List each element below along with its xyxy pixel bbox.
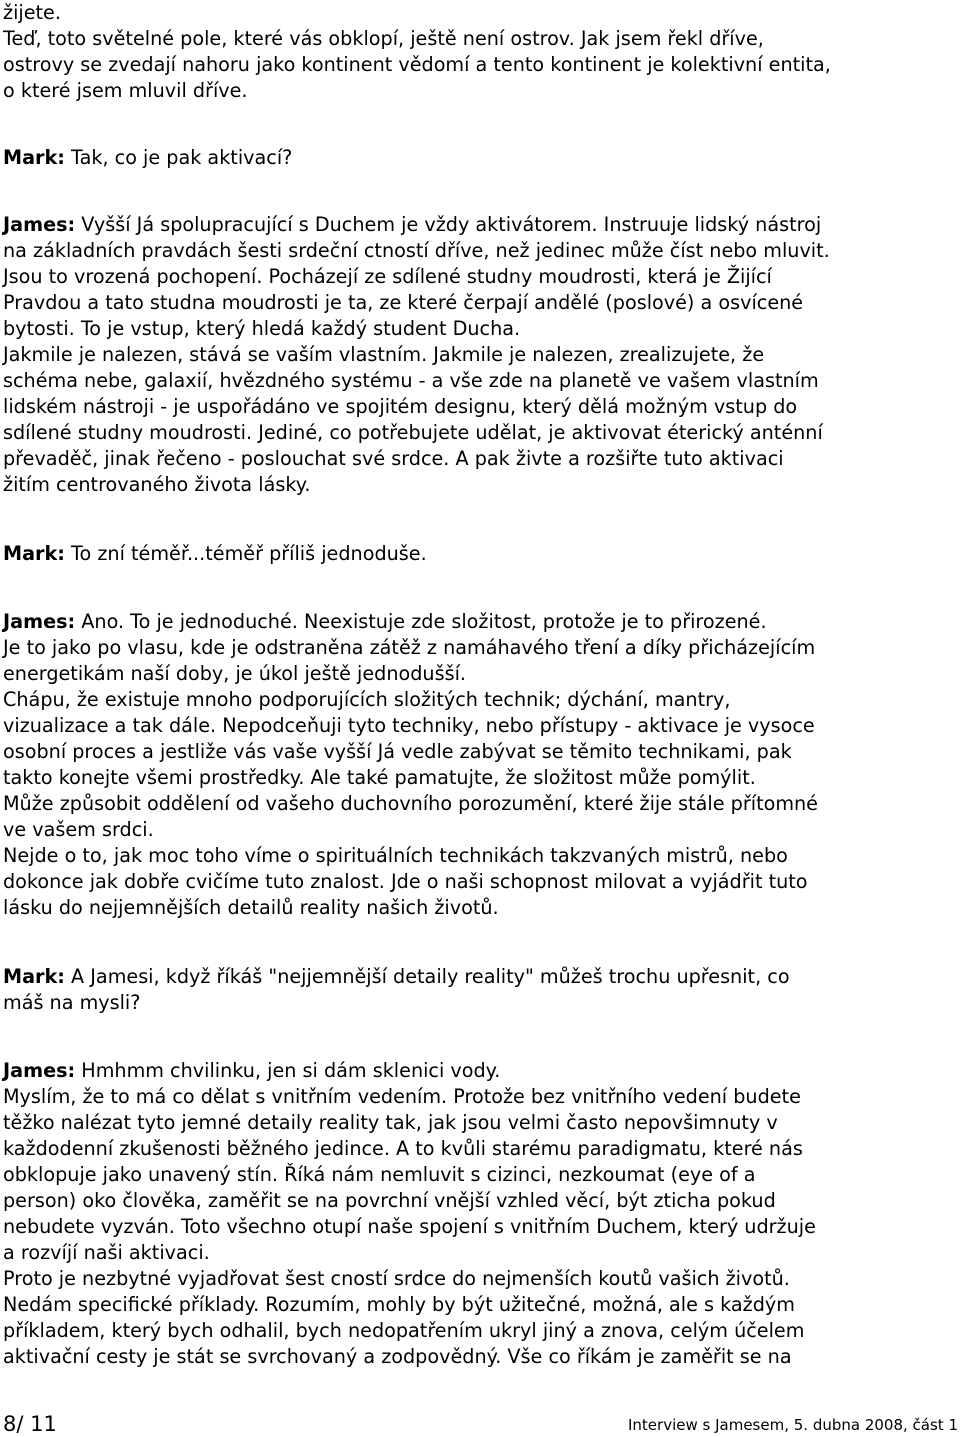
speaker-label: Mark: — [3, 542, 65, 565]
text-line: o které jsem mluvil dříve. — [3, 79, 248, 102]
text-line: každodenní zkušenosti běžného jedince. A to kvůli starému paradigmatu, které nás — [3, 1137, 803, 1160]
text-line: převaděč, jinak řečeno - poslouchat své srdce. A pak živte a rozšiřte tuto aktivaci — [3, 447, 784, 470]
dialogue-line: James: Ano. To je jednoduché. Neexistuje zde složitost, protože je to přirozené. — [3, 610, 767, 633]
text-line: ostrovy se zvedají nahoru jako kontinent vědomí a tento kontinent je kolektivní entita, — [3, 53, 831, 76]
text-line: ve vašem srdci. — [3, 818, 154, 841]
text-line: lidském nástroji - je uspořádáno ve spojitém designu, který dělá možným vstup do — [3, 395, 798, 418]
text-line: příkladem, který bych odhalil, bych nedopatřením ukryl jiný a znova, celým účelem — [3, 1319, 805, 1342]
text-line: Chápu, že existuje mnoho podporujících složitých technik; dýchání, mantry, — [3, 688, 731, 711]
text-line: žitím centrovaného života lásky. — [3, 473, 311, 496]
text-line: Proto je nezbytné vyjadřovat šest cností srdce do nejmenších koutů vašich životů. — [3, 1267, 790, 1290]
dialogue-line: Mark: To zní téměř...téměř příliš jednoduše. — [3, 542, 427, 565]
text-line: Teď, toto světelné pole, které vás obklopí, ještě není ostrov. Jak jsem řekl dříve, — [3, 27, 764, 50]
dialogue-line: Mark: Tak, co je pak aktivací? — [3, 146, 293, 169]
text-line: aktivační cesty je stát se svrchovaný a zodpovědný. Vše co říkám je zaměřit se na — [3, 1345, 792, 1368]
text-line: dokonce jak dobře cvičíme tuto znalost. Jde o naši schopnost milovat a vyjádřit tuto — [3, 870, 808, 893]
speaker-label: Mark: — [3, 965, 65, 988]
text-line: vizualizace a tak dále. Nepodceňuji tyto techniky, nebo přístupy - aktivace je vysoce — [3, 714, 815, 737]
text-line: Jsou to vrozená pochopení. Pocházejí ze sdílené studny moudrosti, která je Žijící — [3, 265, 772, 288]
text-line: takto konejte všemi prostředky. Ale také pamatujte, že složitost může pomýlit. — [3, 766, 756, 789]
page-number: 8/ 11 — [3, 1412, 57, 1436]
text-line: obklopuje jako unavený stín. Říká nám nemluvit s cizinci, nezkoumat (eye of a — [3, 1163, 756, 1186]
text-line: Pravdou a tato studna moudrosti je ta, ze které čerpají andělé (poslové) a osvícené — [3, 291, 804, 314]
text-line: person) oko člověka, zaměřit se na povrchní vnější vzhled věcí, být zticha pokud — [3, 1189, 776, 1212]
dialogue-line: Mark: A Jamesi, když říkáš "nejjemnější detaily reality" můžeš trochu upřesnit, co — [3, 965, 790, 988]
text-line: těžko nalézat tyto jemné detaily reality tak, jak jsou velmi často nepovšimnuty v — [3, 1111, 778, 1134]
text-line: schéma nebe, galaxií, hvězdného systému - a vše zde na planetě ve vašem vlastním — [3, 369, 819, 392]
text-line: žijete. — [3, 1, 61, 24]
dialogue-line: James: Vyšší Já spolupracující s Duchem je vždy aktivátorem. Instruuje lidský nástroj — [3, 213, 822, 236]
speaker-label: James: — [3, 1059, 76, 1082]
text-line: Myslím, že to má co dělat s vnitřním vedením. Protože bez vnitřního vedení budete — [3, 1085, 801, 1108]
text-line: Nejde o to, jak moc toho víme o spirituálních technikách takzvaných mistrů, nebo — [3, 844, 788, 867]
text-line: máš na mysli? — [3, 991, 141, 1014]
text-line: na základních pravdách šesti srdeční ctností dříve, než jedinec může číst nebo mluvit. — [3, 239, 830, 262]
text-line: Může způsobit oddělení od vašeho duchovního porozumění, které žije stále přítomné — [3, 792, 818, 815]
speaker-label: James: — [3, 610, 76, 633]
text-line: Jakmile je nalezen, stává se vaším vlastním. Jakmile je nalezen, zrealizujete, že — [3, 343, 765, 366]
footer-title: Interview s Jamesem, 5. dubna 2008, část 1 — [628, 1416, 958, 1434]
dialogue-line: James: Hmhmm chvilinku, jen si dám sklenici vody. — [3, 1059, 501, 1082]
text-line: lásku do nejjemnějších detailů reality našich životů. — [3, 896, 499, 919]
text-line: osobní proces a jestliže vás vaše vyšší Já vedle zabývat se těmito technikami, pak — [3, 740, 792, 763]
speaker-label: James: — [3, 213, 76, 236]
text-line: Nedám specifické příklady. Rozumím, mohly by být užitečné, možná, ale s každým — [3, 1293, 795, 1316]
text-line: nebudete vyzván. Toto všechno otupí naše spojení s vnitřním Duchem, který udržuje — [3, 1215, 816, 1238]
text-line: energetikám naší doby, je úkol ještě jednodušší. — [3, 662, 467, 685]
text-line: a rozvíjí naši aktivaci. — [3, 1241, 210, 1264]
text-line: bytosti. To je vstup, který hledá každý student Ducha. — [3, 317, 521, 340]
text-line: sdílené studny moudrosti. Jediné, co potřebujete udělat, je aktivovat éterický anténní — [3, 421, 823, 444]
speaker-label: Mark: — [3, 146, 65, 169]
text-line: Je to jako po vlasu, kde je odstraněna zátěž z namáhavého tření a díky přicházejícím — [3, 636, 816, 659]
